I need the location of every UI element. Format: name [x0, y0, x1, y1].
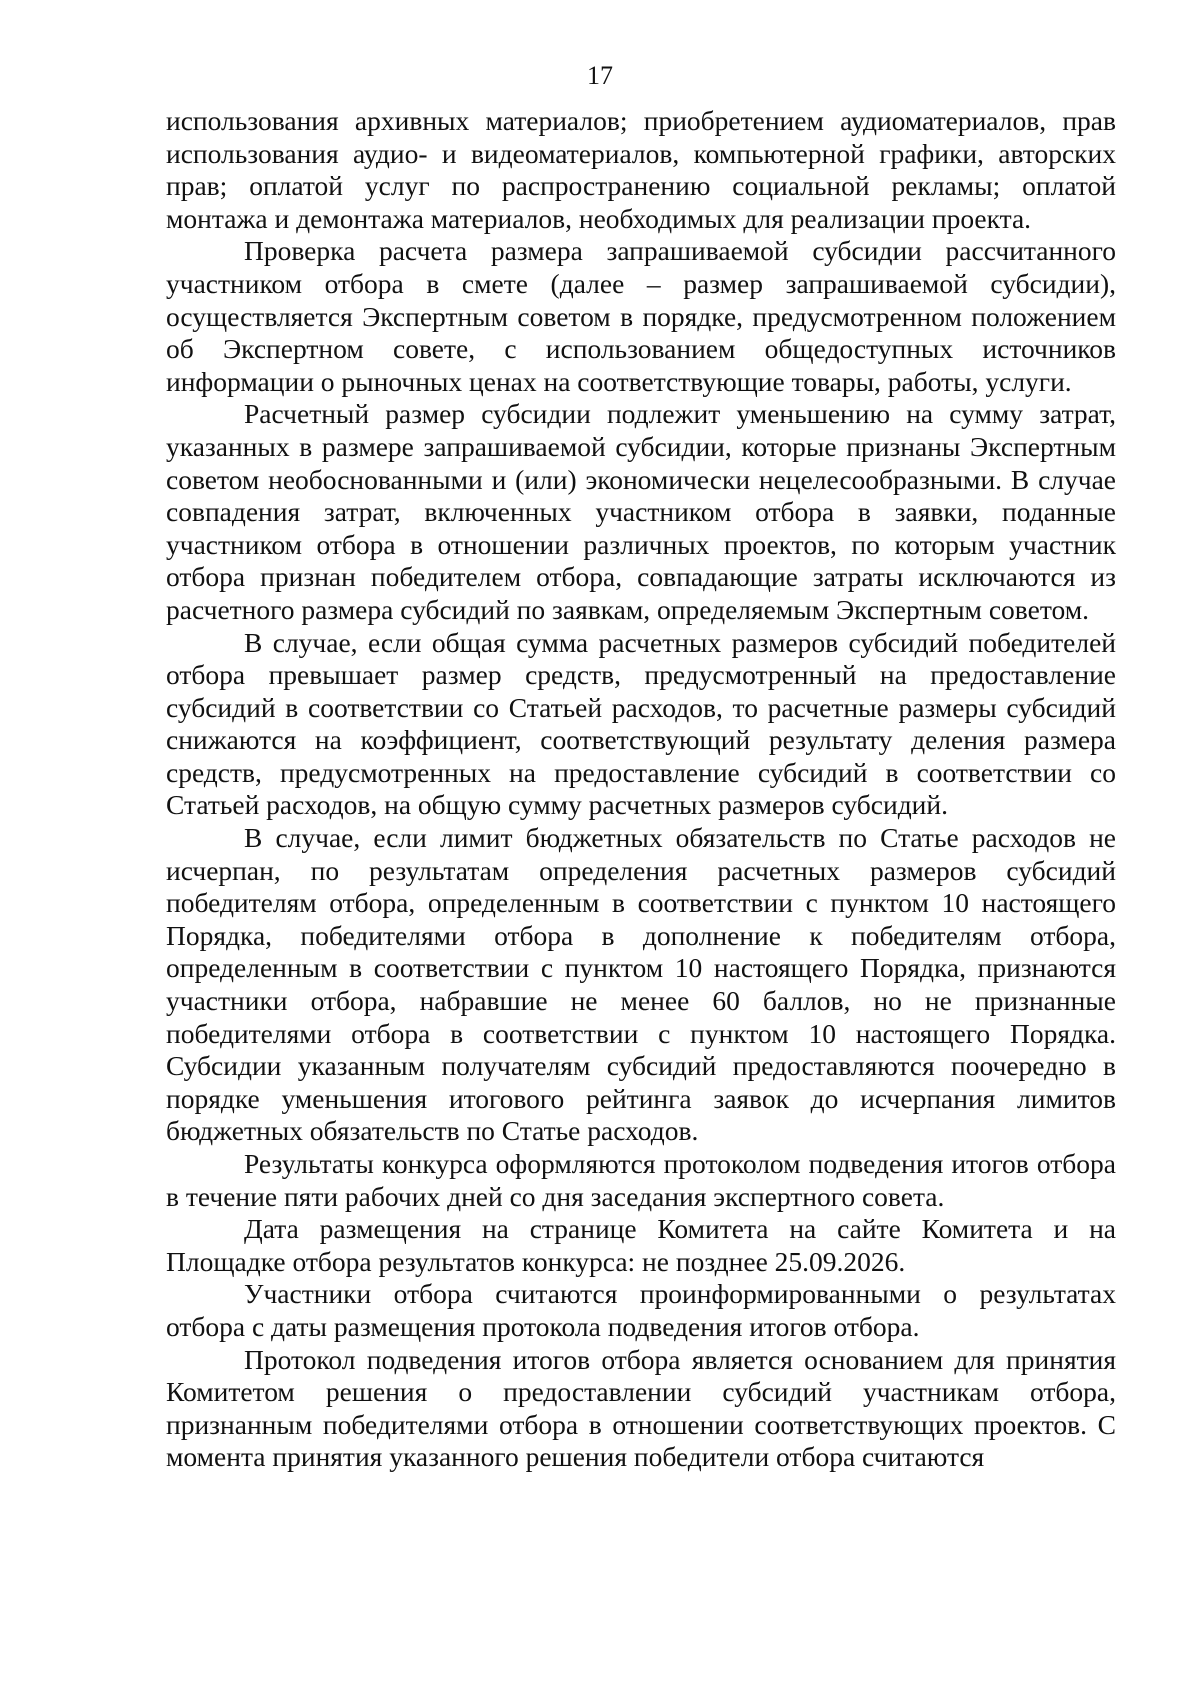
paragraph-subsidy-reduction: Расчетный размер субсидии подлежит уменьшению на сумму затрат, указанных в размере запрашиваемой субсидии, которые признаны Экспертным советом необоснованными и (или) экономически нецелесообразными. В случае совпадения затрат, включенных участником отбора в заявки, поданные участником отбора в отношении различных проектов, по которым участник отбора признан победителем отбора, совпадающие затраты исключаются из расчетного размера субсидий по заявкам, определяемым Экспертным советом.	[166, 398, 1116, 625]
document-body	[166, 105, 1116, 1474]
paragraph-budget-limit: В случае, если лимит бюджетных обязательств по Статье расходов не исчерпан, по результатам определения расчетных размеров субсидий победителям отбора, определенным в соответствии с пунктом 10 настоящего Порядка, победителями отбора в дополнение к победителям отбора, определенным в соответствии с пунктом 10 настоящего Порядка, признаются участники отбора, набравшие не менее 60 баллов, но не признанные победителями отбора в соответствии с пунктом 10 настоящего Порядка. Субсидии указанным получателям субсидий предоставляются поочередно в порядке уменьшения итогового рейтинга заявок до исчерпания лимитов бюджетных обязательств по Статье расходов.	[166, 822, 1116, 1147]
paragraph-continuation: использования архивных материалов; приобретением аудиоматериалов, прав использования аудио- и видеоматериалов, компьютерной графики, авторских прав; оплатой услуг по распространению социальной рекламы; оплатой монтажа и демонтажа материалов, необходимых для реализации проекта.	[166, 105, 1116, 234]
paragraph-subsidy-check: Проверка расчета размера запрашиваемой субсидии рассчитанного участником отбора в смете (далее – размер запрашиваемой субсидии), осуществляется Экспертным советом в порядке, предусмотренном положением об Экспертном совете, с использованием общедоступных источников информации о рыночных ценах на соответствующие товары, работы, услуги.	[166, 235, 1116, 397]
page-number: 17	[587, 61, 613, 90]
paragraph-protocol-basis: Протокол подведения итогов отбора является основанием для принятия Комитетом решения о предоставлении субсидий участникам отбора, признанным победителями отбора в отношении соответствующих проектов. С момента принятия указанного решения победители отбора считаются	[166, 1343, 1116, 1473]
paragraph-participants-informed: Участники отбора считаются проинформированными о результатах отбора с даты размещения протокола подведения итогов отбора.	[166, 1278, 1116, 1342]
paragraph-publication-date: Дата размещения на странице Комитета на сайте Комитета и на Площадке отбора результатов конкурса: не позднее 25.09.2026.	[166, 1213, 1116, 1277]
paragraph-results-protocol: Результаты конкурса оформляются протоколом подведения итогов отбора в течение пяти рабочих дней со дня заседания экспертного совета.	[166, 1148, 1116, 1212]
paragraph-coefficient: В случае, если общая сумма расчетных размеров субсидий победителей отбора превышает размер средств, предусмотренный на предоставление субсидий в соответствии со Статьей расходов, то расчетные размеры субсидий снижаются на коэффициент, соответствующий результату деления размера средств, предусмотренных на предоставление субсидий в соответствии со Статьей расходов, на общую сумму расчетных размеров субсидий.	[166, 626, 1116, 821]
